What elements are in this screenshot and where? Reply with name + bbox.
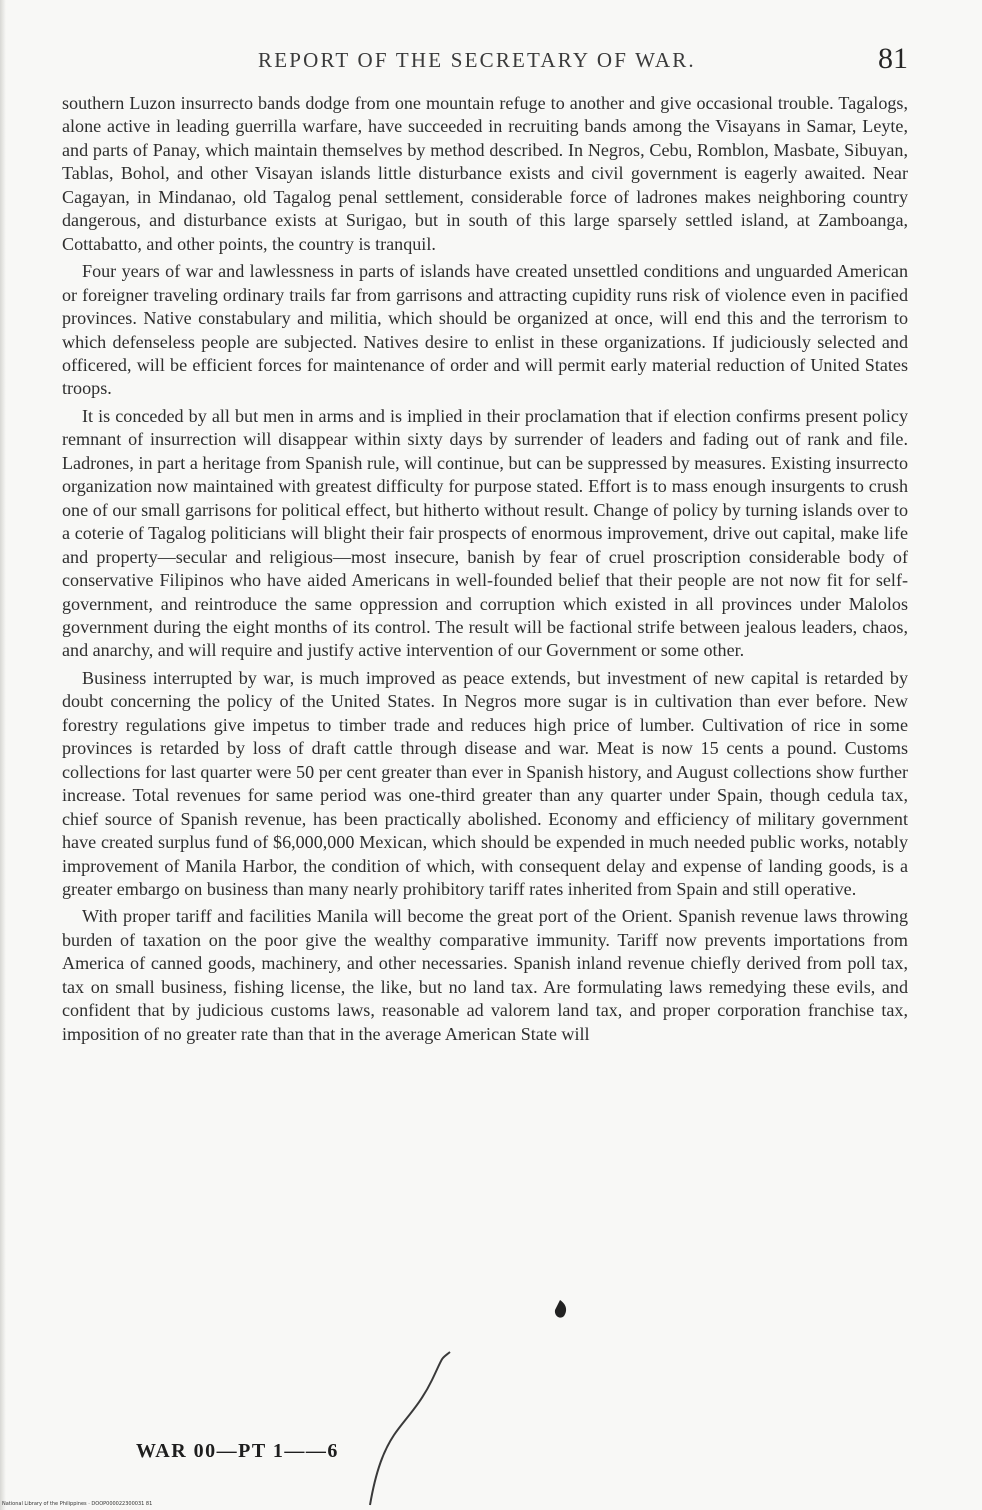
body-text	[62, 92, 908, 1050]
page-edge-shadow	[0, 0, 6, 1510]
running-title: REPORT OF THE SECRETARY OF WAR.	[258, 48, 696, 72]
paragraph: southern Luzon insurrecto bands dodge from one mountain refuge to another and give occasional trouble. Tagalogs, alone active in leading guerrilla warfare, have succeeded in recruiting bands among the Visayans in Samar, Leyte, and parts of Panay, which maintain themselves by method described. In Negros, Cebu, Romblon, Masbate, Sibuyan, Tablas, Bohol, and other Visayan islands little disturbance exists and civil government is eagerly awaited. Near Cagayan, in Mindanao, old Tagalog penal settlement, considerable force of ladrones makes neighboring country dangerous, and disturbance exists at Surigao, but in south of this large sparsely settled island, at Zamboanga, Cottabatto, and other points, the country is tranquil.	[62, 93, 908, 254]
page-header	[62, 42, 912, 82]
page-number: 81	[878, 42, 908, 75]
paragraph: It is conceded by all but men in arms and is implied in their proclamation that if election confirms present policy remnant of insurrection will disappear within sixty days by surrender of leaders and fading out of rank and file. Ladrones, in part a heritage from Spanish rule, will continue, but can be suppressed by measures. Existing insurrecto organization now maintained with greatest difficulty for purpose stated. Effort is to mass enough insurgents to crush one of our small garrisons for political effect, but hitherto without result. Change of policy by turning islands over to a coterie of Tagalog politicians will blight their fair prospects of enormous improvement, drive out capital, make life and property—secular and religious—most insecure, banish by fear of cruel proscription considerable body of conservative Filipinos who have aided Americans in well-founded belief that their people are not now fit for self-government, and reintroduce the same oppression and corruption which existed in all provinces under Malolos government during the eight months of its control. The result will be factional strife between jealous leaders, chaos, and anarchy, and will require and justify active intervention of our Government or some other.	[62, 405, 908, 661]
paragraph: With proper tariff and facilities Manila will become the great port of the Orient. Spanish revenue laws throwing burden of taxation on the poor give the wealthy comparative immunity. Tariff now prevents importations from America of canned goods, machinery, and other necessaries. Spanish inland revenue chiefly derived from poll tax, tax on small business, fishing license, the like, but no land tax. Are formulating laws remedying these evils, and confident that by judicious customs laws, reasonable ad valorem land tax, and proper corporation franchise tax, imposition of no greater rate than that in the average American State will	[62, 906, 908, 1044]
scan-credit: National Library of the Philippines · DOOP000022300031 81	[2, 1501, 153, 1507]
pen-stroke-mark	[340, 1300, 600, 1510]
pen-blot	[555, 1300, 566, 1318]
paragraph: Business interrupted by war, is much improved as peace extends, but investment of new capital is retarded by doubt concerning the policy of the United States. In Negros more sugar is in cultivation than ever before. New forestry regulations give impetus to timber trade and reduces high price of lumber. Cultivation of rice in some provinces is retarded by loss of draft cattle through disease and war. Meat is now 15 cents a pound. Customs collections for last quarter were 50 per cent greater than ever in Spanish history, and August collections show further increase. Total revenues for same period was one-third greater than any quarter under Spain, though cedula tax, chief source of Spanish revenue, has been practically abolished. Economy and efficiency of military government have created surplus fund of $6,000,000 Mexican, which should be expended in much needed public works, notably improvement of Manila Harbor, the condition of which, with consequent delay and expense of landing goods, is a greater embargo on business than many nearly prohibitory tariff rates inherited from Spain and still operative.	[62, 667, 908, 899]
signature-line: WAR 00—PT 1——6	[136, 1440, 339, 1462]
paragraph: Four years of war and lawlessness in parts of islands have created unsettled conditions and unguarded American or foreigner traveling ordinary trails far from garrisons and attracting cupidity runs risk of violence even in pacified provinces. Native constabulary and militia, which should be organized at once, will end this and the terrorism to which defenseless people are subjected. Natives desire to enlist in these organizations. If judiciously selected and officered, will be efficient forces for maintenance of order and will permit early material reduction of United States troops.	[62, 261, 908, 399]
pen-stroke	[370, 1352, 450, 1505]
